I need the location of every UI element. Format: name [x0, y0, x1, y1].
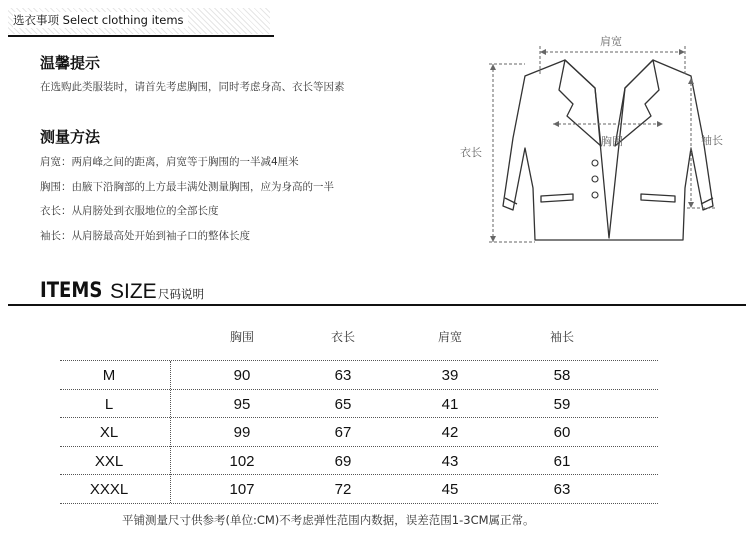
- jacket-diagram: [455, 28, 745, 248]
- method-line-sleeve: 袖长：从肩膀最高处开始到袖子口的整体长度: [40, 230, 250, 242]
- shoulder-value: 41: [441, 396, 459, 413]
- method-line-chest: 胸围：由腋下沿胸部的上方最丰满处测量胸围，应为身高的一半: [40, 181, 334, 193]
- chest-value: 99: [233, 424, 251, 441]
- size-section-cn: 尺码说明: [158, 287, 204, 301]
- col-header-chest: 胸围: [229, 330, 254, 344]
- jacket-pocket-left: [541, 194, 573, 202]
- sleeve-value: 60: [553, 424, 571, 441]
- sleeve-value: 59: [553, 396, 571, 413]
- method-line-length: 衣长：从肩膀处到衣服地位的全部长度: [40, 205, 219, 217]
- jacket-lapel-left: [559, 60, 601, 146]
- diagram-label-sleeve: 袖长: [701, 134, 723, 147]
- sleeve-value: 63: [553, 481, 571, 498]
- jacket-cuff-right: [701, 198, 713, 204]
- length-value: 67: [334, 424, 352, 441]
- chest-value: 107: [229, 481, 255, 498]
- header-rule: [8, 35, 274, 37]
- tips-text: 在选购此类服装时，请首先考虑胸围，同时考虑身高、衣长等因素: [40, 81, 345, 93]
- chest-value: 95: [233, 396, 251, 413]
- size-word: SIZE: [110, 280, 157, 303]
- col-header-shoulder: 肩宽: [437, 330, 462, 344]
- table-row: [60, 360, 658, 390]
- footnote: 平铺测量尺寸供参考(单位:CM)不考虑弹性范围内数据，误差范围1-3CM属正常。: [122, 513, 535, 527]
- size-label: XXXL: [89, 481, 129, 498]
- method-line-shoulder: 肩宽：两肩峰之间的距离，肩宽等于胸围的一半减4厘米: [40, 156, 299, 168]
- length-value: 69: [334, 453, 352, 470]
- header-title-cn: 选衣事项: [13, 13, 59, 27]
- jacket-pocket-right: [641, 194, 675, 202]
- jacket-outline: [503, 60, 713, 240]
- jacket-lapel-right: [615, 60, 659, 146]
- size-label: XXL: [94, 453, 124, 470]
- jacket-button-1: [592, 160, 598, 166]
- length-value: 63: [334, 367, 352, 384]
- sleeve-value: 61: [553, 453, 571, 470]
- chest-value: 90: [233, 367, 251, 384]
- shoulder-value: 39: [441, 367, 459, 384]
- items-word: ITEMS: [40, 278, 103, 302]
- diagram-label-shoulder: 肩宽: [600, 35, 622, 48]
- size-label: M: [102, 367, 116, 384]
- sleeve-value: 58: [553, 367, 571, 384]
- table-row: [60, 474, 658, 504]
- length-value: 72: [334, 481, 352, 498]
- col-header-sleeve: 袖长: [549, 330, 574, 344]
- size-section-heading: [40, 278, 204, 303]
- jacket-button-2: [592, 176, 598, 182]
- tips-title: 温馨提示: [40, 54, 101, 72]
- table-row: [60, 446, 658, 476]
- size-section-rule: [8, 304, 746, 306]
- table-row: [60, 417, 658, 447]
- length-value: 65: [334, 396, 352, 413]
- diagram-label-chest: 胸围: [601, 135, 623, 148]
- diagram-label-length: 衣长: [460, 146, 482, 159]
- header-title-en: Select clothing items: [62, 13, 184, 27]
- shoulder-value: 43: [441, 453, 459, 470]
- col-header-length: 衣长: [330, 330, 355, 344]
- header-title: [13, 12, 188, 28]
- shoulder-value: 45: [441, 481, 459, 498]
- chest-value: 102: [229, 453, 255, 470]
- table-row: [60, 389, 658, 419]
- size-label: L: [104, 396, 114, 413]
- jacket-button-3: [592, 192, 598, 198]
- method-title: 测量方法: [40, 128, 101, 146]
- shoulder-value: 42: [441, 424, 459, 441]
- size-label: XL: [99, 424, 119, 441]
